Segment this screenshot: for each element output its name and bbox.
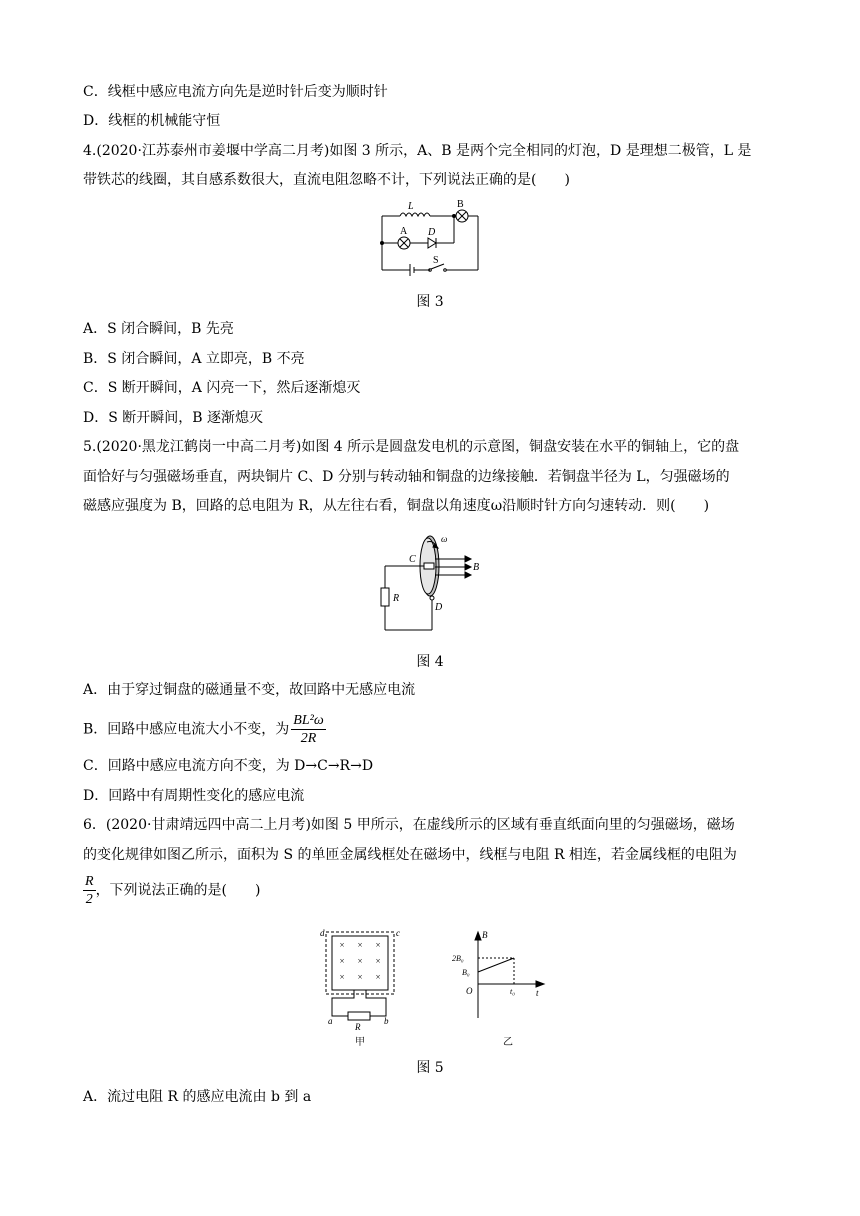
figure-3-circuit — [370, 198, 490, 278]
q4-stem-line-2: 带铁芯的线圈，其自感系数很大，直流电阻忽略不计，下列说法正确的是( ) — [83, 172, 570, 188]
figure-4-caption: 图 4 — [416, 654, 444, 670]
axis-t-label: t — [536, 988, 539, 998]
x-mark: × — [357, 940, 363, 950]
label-yi: 乙 — [503, 1037, 513, 1048]
q6-fraction — [83, 873, 96, 908]
label-b: b — [384, 1016, 389, 1026]
label-jia: 甲 — [355, 1037, 365, 1048]
q4-option-d: D．S 断开瞬间，B 逐渐熄灭 — [83, 410, 264, 426]
label-b: B — [457, 199, 464, 210]
figure-5-yi-graph — [450, 926, 550, 1048]
label-a: A — [400, 226, 408, 237]
figure-5-jia-frame — [318, 926, 408, 1048]
x-mark: × — [339, 972, 345, 982]
q6-stem-line-2: 的变化规律如图乙所示，面积为 S 的单匝金属线框处在磁场中，线框与电阻 R 相连，若金属线框的电阻为 — [83, 847, 737, 863]
q6-stem-line-3 — [83, 873, 261, 908]
label-b: B — [473, 562, 480, 573]
q4-option-b: B．S 闭合瞬间，A 立即亮，B 不亮 — [83, 351, 305, 367]
q5-option-b-text: B．回路中感应电流大小不变，为 — [83, 721, 290, 738]
q5-stem-line-3: 磁感应强度为 B，回路的总电阻为 R，从左往右看，铜盘以角速度ω沿顺时针方向匀速转动．则( ) — [83, 498, 710, 514]
figure-4-disk-generator — [375, 532, 485, 636]
label-d: D — [435, 602, 443, 613]
q4-stem-line-1: 4.(2020·江苏泰州市姜堰中学高二月考)如图 3 所示，A、B 是两个完全相同的灯泡，D 是理想二极管，L 是 — [83, 143, 752, 159]
x-mark: × — [375, 972, 381, 982]
q6-option-a: A．流过电阻 R 的感应电流由 b 到 a — [83, 1089, 312, 1105]
q6-stem-line-1: 6．(2020·甘肃靖远四中高二上月考)如图 5 甲所示，在虚线所示的区域有垂直纸面向里的匀强磁场，磁场 — [83, 817, 735, 833]
q5-option-b — [83, 712, 326, 747]
origin-label: O — [466, 986, 473, 996]
label-d: d — [320, 928, 325, 938]
fraction-numerator: BL²ω — [293, 713, 324, 728]
label-r: R — [355, 1022, 361, 1032]
q4-option-a: A．S 闭合瞬间，B 先亮 — [83, 321, 234, 337]
fraction-denominator: 2R — [300, 731, 317, 746]
fraction-denominator: 2 — [85, 892, 93, 907]
q6-stem-text: ，下列说法正确的是( ) — [95, 882, 261, 899]
label-c: C — [409, 554, 416, 565]
label-r: R — [393, 593, 400, 604]
tick-2b0: 2B₀ — [452, 954, 464, 963]
fraction-numerator: R — [85, 874, 94, 889]
q3-option-d: D．线框的机械能守恒 — [83, 113, 221, 129]
label-s: S — [433, 255, 439, 266]
field-x-marks — [339, 940, 380, 982]
x-mark: × — [375, 940, 381, 950]
q5-option-c: C．回路中感应电流方向不变，为 D→C→R→D — [83, 758, 374, 774]
label-c: c — [396, 928, 400, 938]
figure-5-caption: 图 5 — [416, 1060, 444, 1076]
label-a: a — [328, 1016, 333, 1026]
x-mark: × — [357, 972, 363, 982]
q5-stem-line-1: 5.(2020·黑龙江鹤岗一中高二月考)如图 4 所示是圆盘发电机的示意图，铜盘安装在水平的铜轴上，它的盘 — [83, 439, 740, 455]
x-mark: × — [357, 956, 363, 966]
q4-option-c: C．S 断开瞬间，A 闪亮一下，然后逐渐熄灭 — [83, 380, 361, 396]
tick-t0: t₀ — [510, 987, 516, 996]
q3-option-c: C．线框中感应电流方向先是逆时针后变为顺时针 — [83, 84, 388, 100]
q5-option-a: A．由于穿过铜盘的磁通量不变，故回路中无感应电流 — [83, 682, 416, 698]
q5-option-d: D．回路中有周期性变化的感应电流 — [83, 788, 305, 804]
x-mark: × — [339, 940, 345, 950]
figure-3-caption: 图 3 — [416, 294, 444, 310]
label-omega: ω — [441, 534, 448, 544]
x-mark: × — [375, 956, 381, 966]
tick-b0: B₀ — [462, 968, 470, 977]
axis-b-label: B — [482, 930, 488, 940]
q5-option-b-fraction — [291, 712, 325, 747]
q5-stem-line-2: 面恰好与匀强磁场垂直，两块铜片 C、D 分别与转动轴和铜盘的边缘接触．若铜盘半径为 L，匀强磁场的 — [83, 469, 730, 485]
label-d: D — [428, 227, 436, 238]
x-mark: × — [339, 956, 345, 966]
label-l: L — [408, 201, 414, 212]
